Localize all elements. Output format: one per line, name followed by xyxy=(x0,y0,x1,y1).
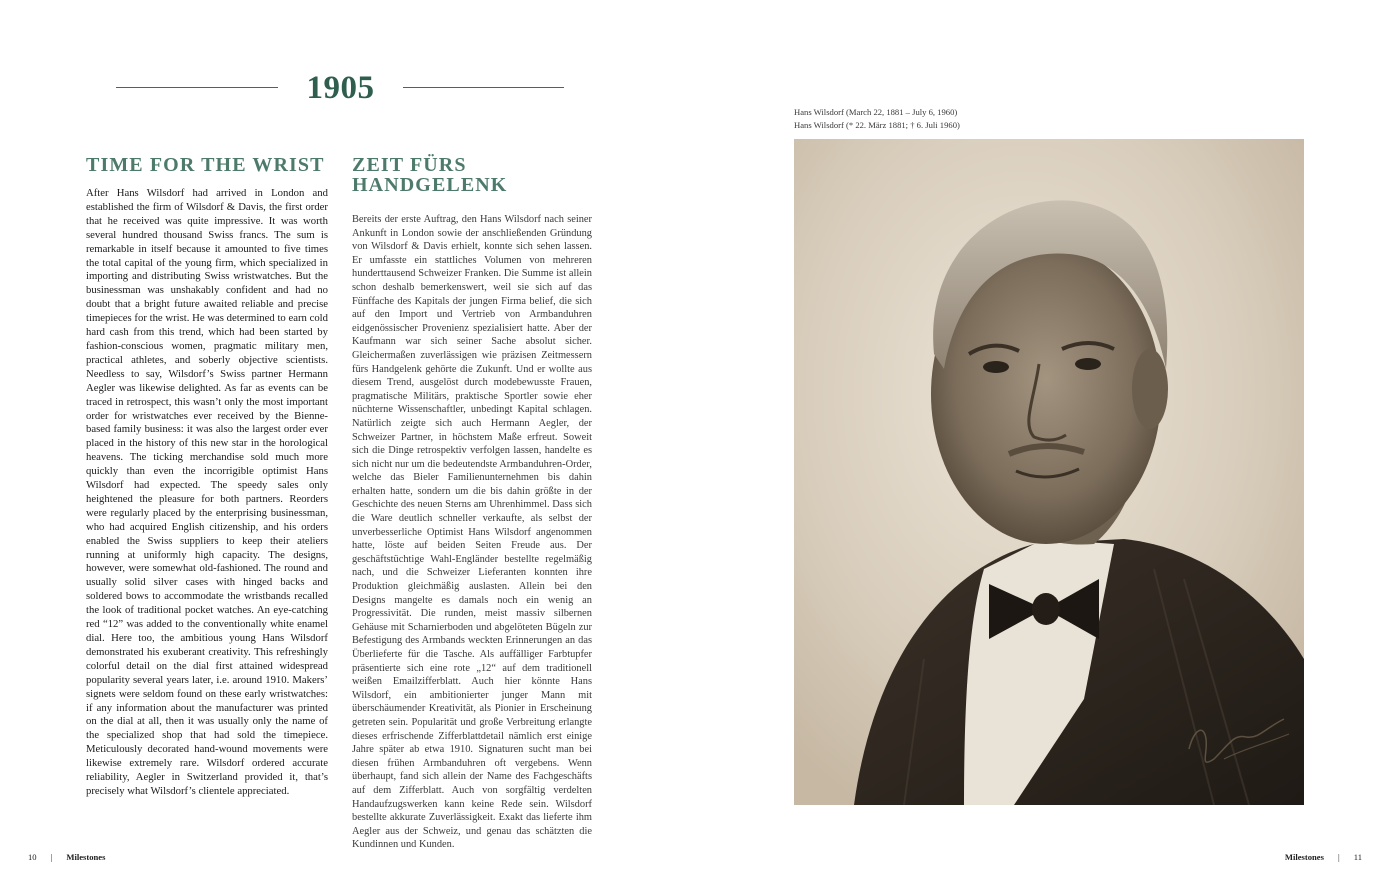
year-rule-right xyxy=(403,87,564,88)
right-section-title: Milestones xyxy=(1284,852,1324,862)
year-rule-left xyxy=(116,87,278,88)
footer-separator-right: | xyxy=(1337,852,1340,862)
footer-right xyxy=(1285,851,1362,863)
german-heading: ZEIT FÜRS HANDGELENK xyxy=(352,154,508,196)
caption-line-german: Hans Wilsdorf (* 22. März 1881; † 6. Juli 1960) xyxy=(794,120,960,130)
portrait-illustration xyxy=(794,139,1304,805)
english-heading: TIME FOR THE WRIST xyxy=(86,154,325,176)
left-page-number: 10 xyxy=(28,852,37,862)
english-body-text: After Hans Wilsdorf had arrived in London and established the firm of Wilsdorf & Davis, the first order that he received was quite impressive. It was worth several hundred thousand Swiss francs. The sum is remarkable in itself because it amounted to five times the total capital of the young firm, which specialized in importing and distributing Swiss wristwatches. But the businessman was unshakably confident and had no doubt that a bright future awaited reliable and precise timepieces for the wrist. He was determined to earn cold hard cash from this trend, which had been started by fashion-conscious women, pragmatic military men, practical athletes, and soberly objective scientists. Needless to say, Wilsdorf’s Swiss partner Hermann Aegler was likewise delighted. As far as events can be traced in retrospect, this wasn’t only the most important order for wristwatches ever received by the Bienne-based family business: it was also the largest order ever placed in the history of this new star in the horological heavens. The ticking merchandise sold much more quickly than even the incorrigible optimist Hans Wilsdorf had expected. The speedy sales only heightened the pleasure for both partners. Reorders were regularly placed by the enterprising businessman, who had acquired English citizenship, and his orders enabled the Swiss suppliers to keep their ateliers running at uniformly high capacity. The designs, however, were somewhat old-fashioned. The round and usually solid silver cases with hinged backs and soldered bows to accommodate the wristbands recalled the look of traditional pocket watches. An eye-catching red “12” was added to the conventionally white enamel dial. Here too, the ambitious young Hans Wilsdorf demonstrated his exuberant creativity. This refreshingly colorful detail on the dial first attained widespread popularity several years later, i.e. around 1910. Makers’ signets were seldom found on these early wristwatches: if any information about the manufacturer was printed on the dial at all, then it was usually only the name of the specialized shop that had sold the timepiece. Meticulously decorated hand-wound movements were likewise extremely rare. Wilsdorf ordered accurate reliability, Aegler in Switzerland provided it, that’s precisely what Wilsdorf’s clientele appreciated. xyxy=(86,187,328,797)
photo-caption xyxy=(794,106,960,132)
year-heading: 1905 xyxy=(306,70,375,106)
german-body-text: Bereits der erste Auftrag, den Hans Wilsdorf nach seiner Ankunft in London sowie der anschließenden Gründung von Wilsdorf & Davis erhielt, konnte sich sehen lassen. Er umfasste ein stattliches Volumen von mehreren hunderttausend Schweizer Franken. Die Summe ist allein schon deshalb bemerkenswert, weil sie sich auf das Fünffache des Kapitals der jungen Firma belief, die sich auf den Import und Vertrieb von Armbanduhren eidgenössischer Provenienz spezialisiert hatte. Aber der Kaufmann war sich seiner Sache absolut sicher. Gleichermaßen zuverlässigen wie präzisen Zeitmessern fürs Handgelenk gehörte die Zukunft. Und er wollte aus diesem Trend, ausgelöst durch modebewusste Frauen, pragmatische Militärs, praktische Sportler sowie eher nüchterne Wissenschaftler, unbedingt Kapital schlagen. Natürlich zeigte sich auch Hermann Aegler, der Schweizer Partner, in höchstem Maße erfreut. Soweit sich die Dinge retrospektiv verfolgen lassen, handelte es sich nicht nur um die bedeutendste Armbanduhren-Order, welche das Bieler Familienunternehmen bis dahin erhalten hatte, sondern um die bis dahin größte in der Geschichte des neuen Sterns am Uhrenhimmel. Dass sich die Ware deutlich schneller verkaufte, als selbst der unverbesserliche Optimist Hans Wilsdorf angenommen hatte, löste auf beiden Seiten Freude aus. Der geschäftstüchtige Wahl-Engländer bestellte regelmäßig nach, und die Schweizer Lieferanten konnten ihre Produktion gleichmäßig auslasten. Allein bei den Designs mangelte es damals noch ein wenig an Progressivität. Die runden, meist massiv silbernen Gehäuse mit Scharnierboden und abgelöteten Bügeln zur Befestigung des Armbands weckten Erinnerungen an das Überlieferte für die Tasche. Als auffälliger Farbtupfer präsentierte sich eine rote „12“ auf dem traditionell weißen Emailzifferblatt. Auch hier könnte Hans Wilsdorf, ein ambitionierter junger Mann mit überschäumender Kreativität, als Pionier in Erscheinung getreten sein. Popularität und große Verbreitung erlangte dieses erfrischende Zifferblattdetail nämlich erst einige Jahre später ab etwa 1910. Signaturen sucht man bei diesen frühen Armbanduhren oft vergebens. Wenn überhaupt, fand sich allein der Name des Fachgeschäfts auf dem Zifferblatt. Auch von sorgfältig verdelten Handaufzugswerken kann keine Rede sein. Wilsdorf bestellte akkurate Zuverlässigkeit. Exakt das lieferte ihm Aegler aus der Schweiz, und genau das schätzten die Kundinnen und Kunden. xyxy=(352,214,592,851)
left-section-title: Milestones xyxy=(66,852,106,862)
right-page-number: 11 xyxy=(1353,852,1362,862)
portrait-photo xyxy=(794,139,1304,805)
footer-left xyxy=(28,851,105,863)
footer-separator-left: | xyxy=(50,852,53,862)
caption-line-english: Hans Wilsdorf (March 22, 1881 – July 6, 1960) xyxy=(794,107,958,117)
